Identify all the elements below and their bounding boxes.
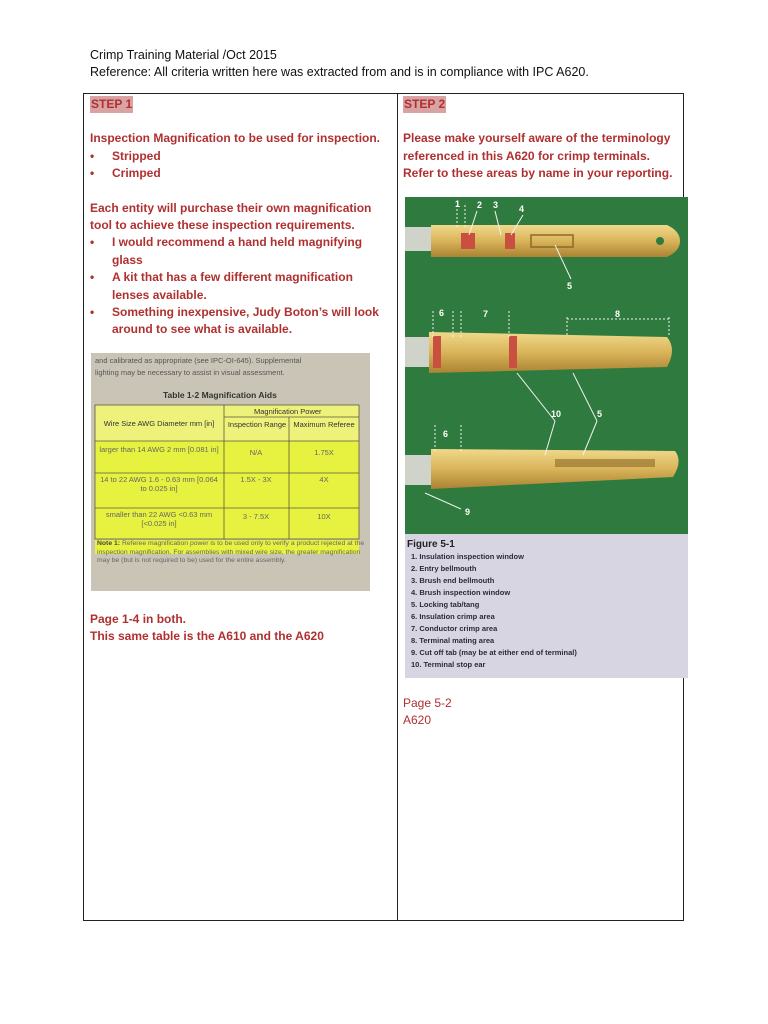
step1-cell <box>90 94 390 339</box>
step1-intro: Inspection Magnification to be used for inspection. <box>90 131 381 146</box>
steps-table <box>83 93 684 921</box>
figure-title: Figure 5-1 <box>407 539 455 550</box>
crimp-terminal-figure-photo <box>405 197 688 678</box>
figure-callout: 5 <box>567 281 573 291</box>
figure-callout: 6 <box>439 308 445 318</box>
step1-footer-line1: Page 1-4 in both. <box>90 612 187 626</box>
step1-footer-line2: This same table is the A610 and the A620 <box>90 629 324 644</box>
figure-callout: 3 <box>493 200 499 210</box>
photo-col-group: Magnification Power <box>254 407 322 416</box>
figure-legend-item: 7. Conductor crimp area <box>411 624 498 633</box>
step1-footer <box>90 611 390 646</box>
list-item: • Crimped <box>112 165 390 182</box>
table-cell: smaller than 22 AWG <0.63 mm [<0.025 in] <box>105 510 213 528</box>
figure-callout: 9 <box>465 507 471 517</box>
step1-para2: Each entity will purchase their own magnification tool to achieve these inspection requirements. <box>90 200 372 233</box>
table-cell: N/A <box>249 448 263 457</box>
table-cell: 10X <box>317 512 331 521</box>
step2-label: STEP 2 <box>403 96 446 113</box>
list-item: • I would recommend a hand held magnifying glass <box>112 234 390 269</box>
document-header <box>90 47 589 81</box>
step1-bullets-recommendations <box>90 234 390 338</box>
figure-callout: 5 <box>597 409 603 419</box>
step2-para: Please make yourself aware of the terminology referenced in this A620 for crimp terminals. Refer to these areas by name in your reporting. <box>403 131 673 181</box>
step1-label: STEP 1 <box>90 96 133 113</box>
photo-note-label: Note 1: <box>97 540 121 547</box>
table-cell: 14 to 22 AWG 1.6 - 0.63 mm [0.064 to 0.025 in] <box>100 475 218 493</box>
header-line-reference: Reference: All criteria written here was extracted from and is in compliance with IPC A620. <box>90 65 589 79</box>
photo-top-text-1: and calibrated as appropriate (see IPC-OI-645). Supplemental <box>95 356 302 365</box>
step2-page-ref: Page 5-2 <box>403 696 452 710</box>
figure-callout: 10 <box>551 409 562 419</box>
figure-callout: 1 <box>455 199 461 209</box>
step2-footer <box>403 695 673 730</box>
step2-cell <box>403 94 678 183</box>
figure-legend-item: 3. Brush end bellmouth <box>411 576 495 585</box>
figure-legend-item: 9. Cut off tab (may be at either end of terminal) <box>411 648 577 657</box>
header-line-title: Crimp Training Material /Oct 2015 <box>90 48 277 62</box>
magnification-table-photo <box>91 353 370 591</box>
column-divider <box>397 94 398 920</box>
figure-legend-item: 6. Insulation crimp area <box>411 612 495 621</box>
photo-col1: Wire Size AWG Diameter mm [in] <box>103 419 215 428</box>
figure-callout: 4 <box>519 204 525 214</box>
figure-legend-item: 8. Terminal mating area <box>411 636 495 645</box>
table-cell: 1.75X <box>314 448 334 457</box>
figure-legend-item: 5. Locking tab/tang <box>411 600 480 609</box>
figure-callout: 7 <box>483 309 489 319</box>
list-item: • Stripped <box>112 148 390 165</box>
photo-col3: Maximum Referee <box>293 420 355 429</box>
table-cell: 4X <box>319 475 329 484</box>
figure-legend-item: 4. Brush inspection window <box>411 588 511 597</box>
photo-note: Referee magnification power is to be used only to verify a product rejected at the inspection magnification. For assemblies with mixed wire size, the greater magnification may be (but is not required to be) used for the entire assembly. <box>97 540 365 564</box>
step1-bullets-inspection <box>90 148 390 183</box>
photo-table-title: Table 1-2 Magnification Aids <box>163 390 277 400</box>
list-item: • A kit that has a few different magnification lenses available. <box>112 269 390 304</box>
figure-legend-item: 10. Terminal stop ear <box>411 660 486 669</box>
photo-col2: Inspection Range <box>227 420 287 429</box>
table-cell: 3 - 7.5X <box>242 512 270 521</box>
figure-callout: 2 <box>477 200 483 210</box>
table-cell: 1.5X - 3X <box>240 475 272 484</box>
figure-callout: 8 <box>615 309 621 319</box>
figure-legend-item: 1. Insulation inspection window <box>411 552 524 561</box>
table-cell: larger than 14 AWG 2 mm [0.081 in] <box>99 445 219 454</box>
crimp-terminal-figure-image <box>405 197 688 678</box>
figure-legend-item: 2. Entry bellmouth <box>411 564 477 573</box>
step2-doc-ref: A620 <box>403 713 432 728</box>
photo-top-text-2: lighting may be necessary to assist in visual assessment. <box>95 368 285 377</box>
figure-callout: 6 <box>443 429 449 439</box>
list-item: • Something inexpensive, Judy Boton’s will look around to see what is available. <box>112 304 390 339</box>
magnification-table-image <box>91 353 370 591</box>
